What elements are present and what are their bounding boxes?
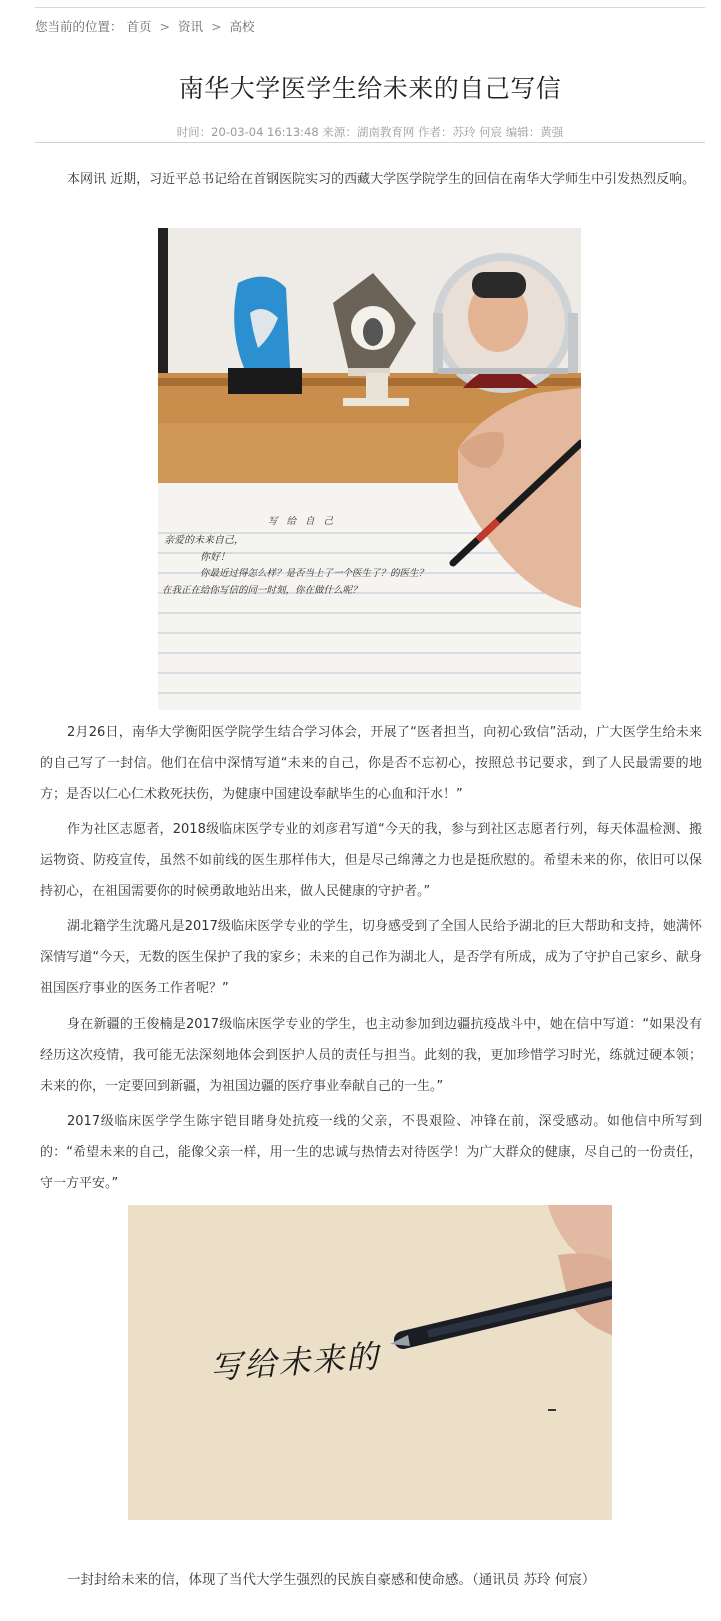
- article-paragraph: 湖北籍学生沈璐凡是2017级临床医学专业的学生，切身感受到了全国人民给予湖北的巨大帮助和支持，她满怀深情写道“今天，无数的医生保护了我的家乡；未来的自己作为湖北人，是否学有所成，成为了守护自己家乡、献身祖国医疗事业的医务工作者呢？”: [40, 919, 702, 996]
- breadcrumb-home-link[interactable]: 首页: [126, 19, 152, 34]
- breadcrumb-label: 您当前的位置：: [35, 19, 123, 34]
- top-divider: [35, 7, 705, 8]
- article-paragraph: 2017级临床医学学生陈宇铠目睹身处抗疫一线的父亲，不畏艰险、冲锋在前，深受感动。如他信中所写到的：“希望未来的自己，能像父亲一样，用一生的忠诚与热情去对待医学！为广大群众的健康，尽自己的一份责任，守一方平安。”: [40, 1114, 702, 1191]
- photo-handwritten-text: 写给未来的: [209, 1337, 382, 1387]
- letter-handwritten-line: 你最近过得怎么样？是否当上了一个医生了？的医生？: [200, 568, 429, 579]
- breadcrumb-news-link[interactable]: 资讯: [177, 19, 203, 34]
- article-paragraph: 身在新疆的王俊楠是2017级临床医学专业的学生，也主动参加到边疆抗疫战斗中，她在信中写道：“如果没有经历这次疫情，我可能无法深刻地体会到医护人员的责任与担当。此刻的我，更加珍惜学习时光，练就过硬本领；未来的你，一定要回到新疆，为祖国边疆的医疗事业奉献自己的一生。”: [40, 1017, 702, 1094]
- article-photo-letter: [158, 228, 581, 710]
- photo-caption: 一封封给未来的信，体现了当代大学生强烈的民族自豪感和使命感。（通讯员 苏玲 何宸）: [67, 1572, 596, 1588]
- article-paragraph: 作为社区志愿者，2018级临床医学专业的刘彦君写道“今天的我，参与到社区志愿者行列，每天体温检测、搬运物资、防疫宣传，虽然不如前线的医生那样伟大，但是尽己绵薄之力也是挺欣慰的。希望未来的你，依旧可以保持初心，在祖国需要你的时候勇敢地站出来，做人民健康的守护者。”: [40, 822, 702, 899]
- article-paragraph: 2月26日，南华大学衡阳医学院学生结合学习体会，开展了“医者担当，向初心致信”活动，广大医学生给未来的自己写了一封信。他们在信中深情写道“未来的自己，你是否不忘初心，按照总书记要求，到了人民最需要的地方；是否以仁心仁术救死扶伤，为健康中国建设奉献毕生的心血和汗水！”: [40, 725, 702, 802]
- breadcrumb: [35, 17, 254, 35]
- meta-divider: [35, 142, 705, 143]
- letter-handwritten-line: 你好！: [200, 552, 230, 563]
- letter-handwritten-line: 亲爱的未来自己，: [164, 535, 244, 546]
- breadcrumb-separator: >: [159, 19, 170, 34]
- breadcrumb-separator: >: [210, 19, 222, 34]
- article-title: 南华大学医学生给未来的自己写信: [178, 73, 562, 103]
- letter-handwritten-title: 写 给 自 己: [268, 516, 337, 527]
- article-meta: 时间：20-03-04 16:13:48 来源：湖南教育网 作者：苏玲 何宸 编辑：黄强: [176, 125, 564, 139]
- article-paragraph: 本网讯 近期，习近平总书记给在首钢医院实习的西藏大学医学院学生的回信在南华大学师生中引发热烈反响。: [67, 172, 696, 187]
- letter-handwritten-line: 在我正在给你写信的同一时刻，你在做什么呢？: [162, 585, 362, 596]
- breadcrumb-university-link[interactable]: 高校: [229, 19, 255, 34]
- photo-letter-scene: [158, 228, 581, 710]
